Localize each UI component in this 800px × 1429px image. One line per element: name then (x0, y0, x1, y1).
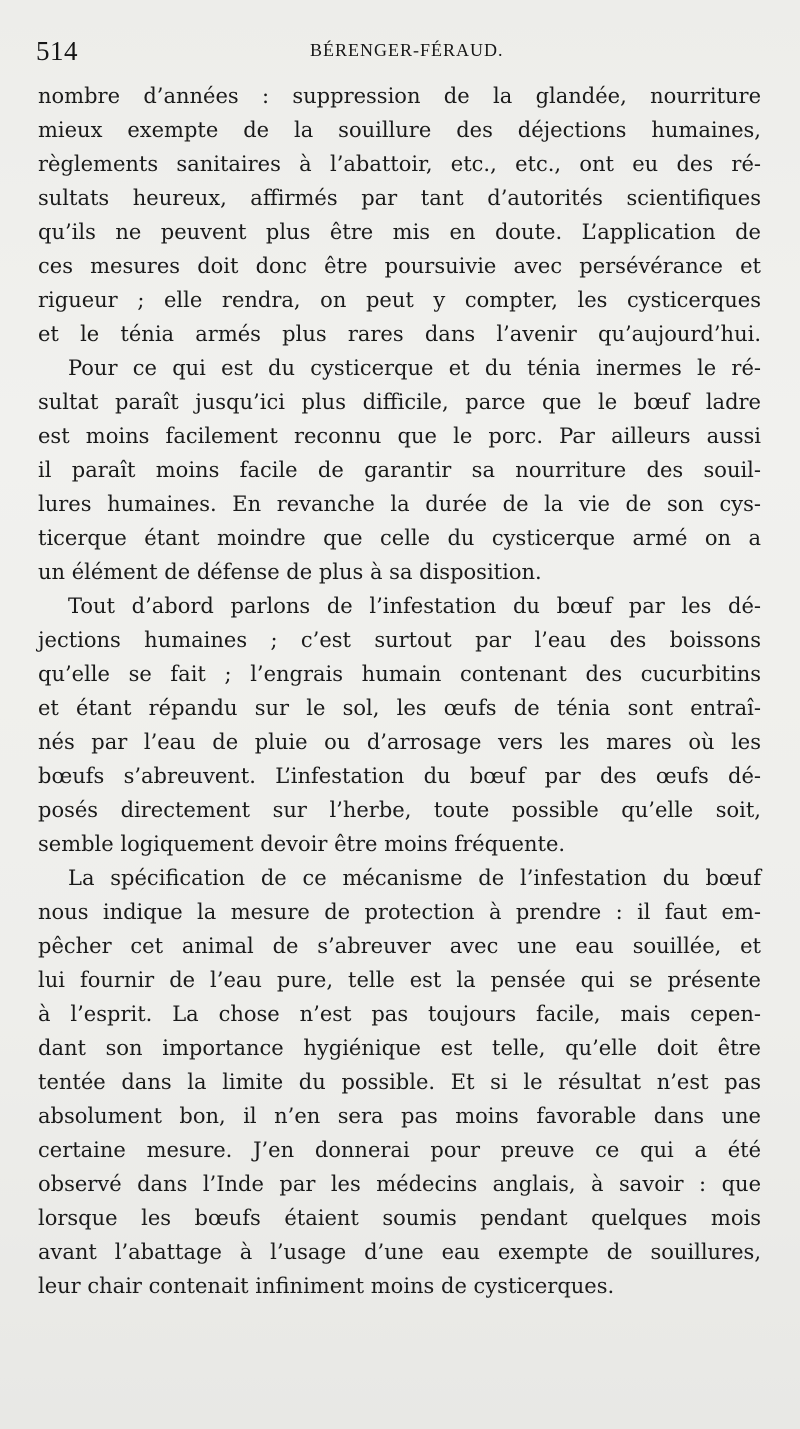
text-line: posés directement sur l’herbe, toute possible qu’elle soit, (38, 798, 761, 822)
text-line: La spécification de ce mécanisme de l’infestation du bœuf (68, 866, 761, 890)
text-line: ces mesures doit donc être poursuivie avec persévérance et (38, 254, 761, 278)
text-line: certaine mesure. J’en donnerai pour preuve ce qui a été (38, 1138, 761, 1162)
text-line: à l’esprit. La chose n’est pas toujours facile, mais cepen- (38, 1002, 761, 1026)
text-line: observé dans l’Inde par les médecins anglais, à savoir : que (38, 1172, 761, 1196)
text-line: sultats heureux, affirmés par tant d’autorités scientifiques (38, 186, 761, 210)
text-line: lui fournir de l’eau pure, telle est la pensée qui se présente (38, 968, 761, 992)
text-line: nés par l’eau de pluie ou d’arrosage vers les mares où les (38, 730, 761, 754)
text-line: rigueur ; elle rendra, on peut y compter, les cysticerques (38, 288, 761, 312)
text-line: nombre d’années : suppression de la glandée, nourriture (38, 84, 761, 108)
text-line: ticerque étant moindre que celle du cysticerque armé on a (38, 526, 761, 550)
text-line: qu’elle se fait ; l’engrais humain contenant des cucurbitins (38, 662, 761, 686)
text-line: jections humaines ; c’est surtout par l’eau des boissons (38, 628, 761, 652)
text-line: pêcher cet animal de s’abreuver avec une eau souillée, et (38, 934, 761, 958)
text-line: et le ténia armés plus rares dans l’avenir qu’aujourd’hui. (38, 322, 761, 346)
page-number: 514 (36, 36, 78, 66)
body-text (38, 79, 761, 1303)
text-line: Pour ce qui est du cysticerque et du ténia inermes le ré- (68, 356, 761, 380)
page-header (36, 36, 766, 68)
text-line: leur chair contenait infiniment moins de cysticerques. (38, 1274, 615, 1298)
text-line: mieux exempte de la souillure des déjections humaines, (38, 118, 761, 142)
text-line: lorsque les bœufs étaient soumis pendant quelques mois (38, 1206, 761, 1230)
text-line: avant l’abattage à l’usage d’une eau exempte de souillures, (38, 1240, 761, 1264)
text-line: dant son importance hygiénique est telle, qu’elle doit être (38, 1036, 761, 1060)
text-line: sultat paraît jusqu’ici plus difficile, parce que le bœuf ladre (38, 390, 761, 414)
text-line: Tout d’abord parlons de l’infestation du bœuf par les dé- (68, 594, 761, 618)
text-line: règlements sanitaires à l’abattoir, etc., etc., ont eu des ré- (38, 152, 761, 176)
text-line: qu’ils ne peuvent plus être mis en doute. L’application de (38, 220, 761, 244)
text-line: bœufs s’abreuvent. L’infestation du bœuf par des œufs dé- (38, 764, 761, 788)
text-line: lures humaines. En revanche la durée de la vie de son cys- (38, 492, 761, 516)
running-head: BÉRENGER-FÉRAUD. (310, 40, 504, 60)
text-line: tentée dans la limite du possible. Et si le résultat n’est pas (38, 1070, 761, 1094)
text-line: semble logiquement devoir être moins fréquente. (38, 832, 566, 856)
text-line: il paraît moins facile de garantir sa nourriture des souil- (38, 458, 761, 482)
text-line: absolument bon, il n’en sera pas moins favorable dans une (38, 1104, 761, 1128)
text-line: nous indique la mesure de protection à prendre : il faut em- (38, 900, 761, 924)
text-line: est moins facilement reconnu que le porc. Par ailleurs aussi (38, 424, 761, 448)
text-line: et étant répandu sur le sol, les œufs de ténia sont entraî- (38, 696, 761, 720)
text-line: un élément de défense de plus à sa disposition. (38, 560, 542, 584)
